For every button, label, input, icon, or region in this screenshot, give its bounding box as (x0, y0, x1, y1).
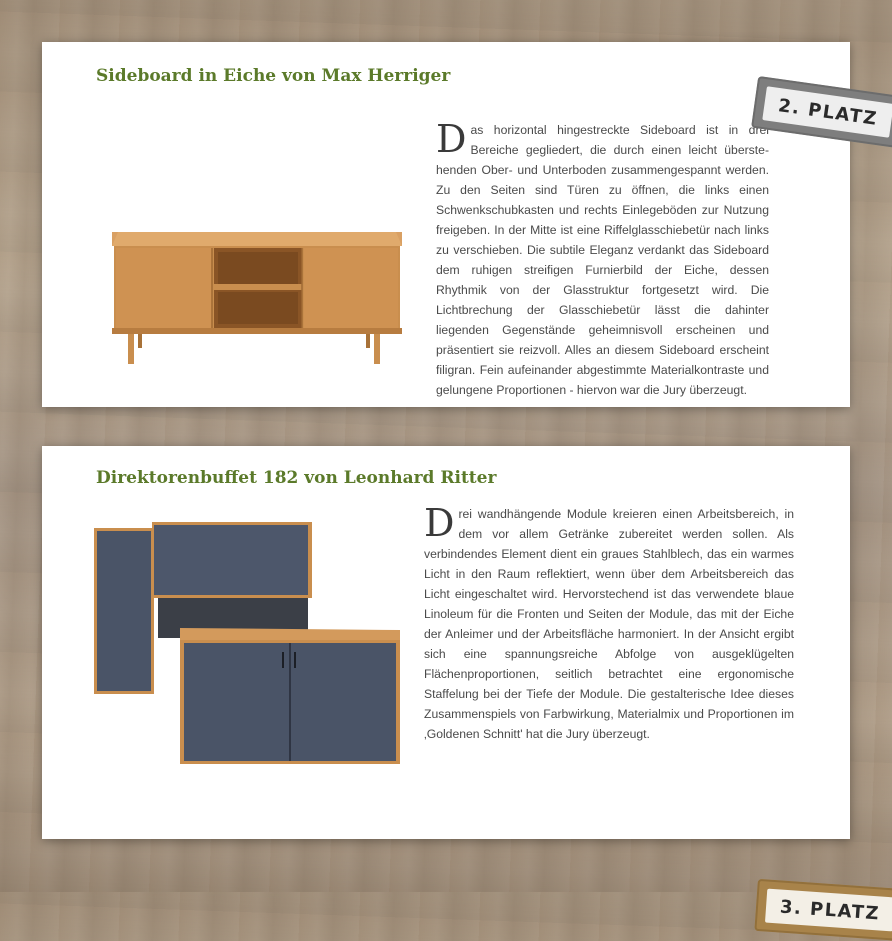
entry-card-sideboard (42, 42, 880, 407)
sideboard-leg (138, 334, 142, 348)
buffet-handle (294, 652, 296, 668)
buffet-worktop (180, 628, 400, 642)
entry-text: as horizontal hingestreckte Sideboard ist in drei Bereiche gegliedert, die durch einen leicht überstehenden Ober- und Unterboden zusammengespannt werden. Zu den Seiten sind Türen zu öffnen, die links einen Schwenkschubkasten und rechts Einlegeböden zur Nutzung freigeben. In der Mitte ist eine Riffelglasschiebetür nach links zu verschieben. Die subtile Eleganz verdankt das Sideboard dem ruhigen streifigen Furnierbild der Eiche, dessen Rhythmik von der Glasstruktur fortgesetzt wird. Die Lichtbrechung der Glasschiebetür lässt die dahinter liegenden Gegenstände geheimnisvoll erscheinen und präsentiert sie reizvoll. Alles an diesem Sideboard erscheint filigran. Fein aufeinander abgestimmte Materialkontraste und gelungene Proportionen - hiervon war die Jury überzeugt. (436, 123, 769, 397)
rank-label: 3. PLATZ (779, 896, 881, 924)
entry-text: rei wandhängende Module kreieren einen Arbeitsbereich, in dem vor allem Getränke zubereitet werden sollen. Als verbindendes Element dient ein graues Stahlblech, das ein warmes Licht in den Raum reflektiert, wenn über dem Arbeitsbereich das Licht eingeschaltet wird. Hervorstechend ist das verwendete blaue Linoleum für die Fronten und Seiten der Module, das mit der Eiche der Anleimer und der Arbeitsfläche harmoniert. In der Ansicht ergibt sich eine spannungsreiche Abfolge von ausgeklügelten Flächenproportionen, seitlich betrachtet eine ergonomische Staffelung bei der Tiefe der Module. Die gestalterische Idee dieses Zusammenspiels von Farbwirkung, Materialmix und Proportionen im ‚Goldenen Schnitt' hat die Jury überzeugt. (424, 507, 794, 741)
entry-card-buffet (42, 446, 881, 924)
sideboard-leg (374, 334, 380, 364)
oak-sideboard-photo (112, 230, 412, 370)
rank-label: 2. PLATZ (776, 94, 880, 130)
drop-cap: D (436, 117, 467, 161)
buffet-handle (282, 652, 284, 668)
sideboard-leg (128, 334, 134, 364)
sideboard-left-door (116, 248, 212, 328)
entry-title: Direktorenbuffet 182 von Leonhard Ritter (96, 468, 497, 488)
blue-buffet-photo (94, 520, 404, 770)
rank-badge (751, 76, 892, 148)
sideboard-right-door (304, 248, 398, 328)
drop-cap: D (424, 501, 455, 545)
entry-description (424, 501, 794, 744)
entry-title: Sideboard in Eiche von Max Herriger (96, 66, 451, 86)
sideboard-leg (366, 334, 370, 348)
rank-badge (754, 879, 892, 941)
